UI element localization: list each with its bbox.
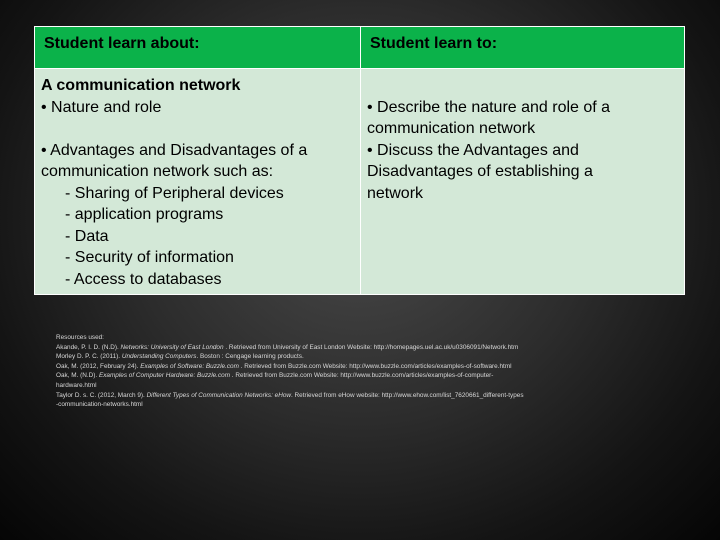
reference-entry [56,381,696,391]
header-learn-to: Student learn to: [361,27,685,69]
list-item-continuation: Disadvantages of establishing a [367,163,593,180]
reference-text: . Retrieved from Buzzle.com Website: http://www.buzzle.com/articles/examples-of-computer- [230,372,494,380]
learn-to-cell [361,69,685,295]
list-item: • Discuss the Advantages and [367,141,579,159]
reference-text: . Retrieved from eHow website: http://www.ehow.com/list_7620661_different-types [291,391,524,399]
reference-entry [56,352,696,362]
list-item-continuation: communication network such as: [41,163,274,180]
reference-title: Examples of Software: Buzzle.com [140,362,239,370]
reference-text: Morley D. P. C. (2011). [56,353,122,361]
reference-title: Different Types of Communication Networks: eHow [146,391,291,399]
reference-text: Akande, P. I. D. (N.D). [56,343,121,351]
reference-text: . Boston : Cengage learning products. [196,353,304,361]
curriculum-table [34,26,685,295]
sub-list-item: - Data [65,227,109,245]
reference-text: Oak, M. (N.D). [56,372,99,380]
learn-to-list [367,75,678,204]
list-item: • Advantages and Disadvantages of a [41,141,308,159]
learn-about-cell [35,69,361,295]
list-item-continuation: communication network [367,120,536,137]
reference-entry [56,391,696,401]
reference-text: . Retrieved from Buzzle.com Website: http://www.buzzle.com/articles/examples-of-software.html [238,362,512,370]
table-header-row [35,27,685,69]
sub-list-item: - application programs [65,206,224,223]
reference-text: Oak, M. (2012, February 24). [56,362,141,370]
reference-title: Understanding Computers [121,353,197,361]
spacer [41,118,354,140]
reference-text: -communication-networks.html [56,401,143,409]
reference-text: hardware.html [56,381,97,389]
resources-heading: Resources used: [56,334,104,341]
reference-entry [56,400,696,410]
table-body-row [35,69,685,295]
reference-entry [56,362,696,372]
reference-text: . Retrieved from University of East London Website: http://homepages.uel.ac.uk/u0306091/Network.htm [223,343,519,351]
sub-list-item: - Access to databases [65,270,222,288]
reference-title: Examples of Computer Hardware: Buzzle.com [98,372,231,380]
reference-entry [56,343,696,353]
sub-list-item: - Sharing of Peripheral devices [65,184,284,202]
reference-title: Networks: University of East London [120,343,224,351]
list-item: • Nature and role [41,98,162,116]
reference-text: Taylor D. s. C. (2012, March 9). [56,391,147,399]
topic-title: A communication network [41,77,241,94]
sub-list-item: - Security of information [65,249,234,266]
header-learn-about: Student learn about: [35,27,361,69]
reference-entry [56,371,696,381]
resources-section [56,333,696,410]
list-item-continuation: network [367,184,424,202]
list-item: • Describe the nature and role of a [367,98,611,116]
